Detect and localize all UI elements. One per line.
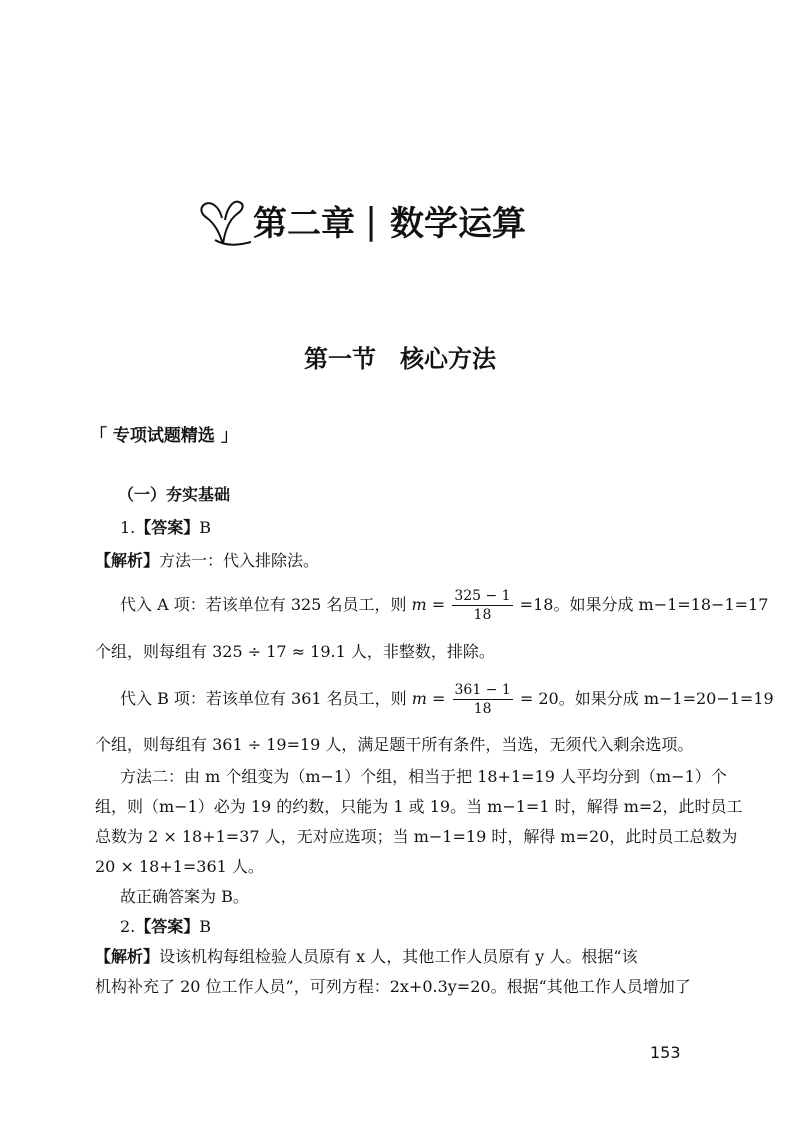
- q2-answer: B: [199, 917, 212, 936]
- q1-option-a-post: =18。如果分成 m−1=18−1=17: [519, 595, 769, 614]
- q1-analysis-line: [95, 550, 715, 572]
- q1-option-b-line2: 个组，则每组有 361 ÷ 19=19 人，满足题干所有条件，当选，无须代入剩余选项。: [95, 735, 694, 754]
- subsection-right-bracket: 」: [220, 426, 238, 446]
- chapter-heading: [195, 196, 615, 256]
- q2-number: 2.: [120, 917, 136, 936]
- q1-option-b-fraction: [453, 681, 513, 718]
- q2-line1: 设该机构每组检验人员原有 x 人，其他工作人员原有 y 人。根据“该: [159, 947, 638, 966]
- subsection-heading: [90, 424, 238, 448]
- q1-answer-line: [120, 517, 715, 539]
- q1-answer-tag: 【答案】: [135, 518, 200, 537]
- q1-method2-line3: 总数为 2 × 18+1=37 人，无对应选项；当 m−1=19 时，解得 m=20，此时员工总数为: [95, 827, 738, 846]
- q1-option-a-numerator: 325 − 1: [454, 588, 511, 604]
- chapter-name: 数学运算: [390, 204, 526, 244]
- q1-conclusion: 故正确答案为 B。: [120, 887, 249, 906]
- part-heading: （一）夯实基础: [118, 485, 231, 504]
- q2-analysis-line1: [95, 946, 715, 968]
- page-number: 153: [650, 1043, 681, 1062]
- sprout-icon: [195, 196, 251, 252]
- subsection-title: 专项试题精选: [112, 426, 215, 446]
- subsection-left-bracket: 「: [90, 426, 107, 446]
- q2-analysis-tag: 【解析】: [95, 947, 160, 966]
- q1-method2-line4: 20 × 18+1=361 人。: [95, 857, 264, 876]
- q2-answer-tag: 【答案】: [135, 917, 200, 936]
- q1-analysis-tag: 【解析】: [95, 551, 160, 570]
- q1-method1: 方法一：代入排除法。: [159, 551, 320, 570]
- q1-option-a-line: [120, 582, 769, 628]
- q1-number: 1.: [120, 518, 136, 537]
- q1-option-b-numerator: 361 − 1: [454, 682, 511, 698]
- q1-option-b-m: m =: [411, 689, 446, 708]
- q1-option-a-denominator: 18: [473, 607, 492, 623]
- q1-method2-line1: 方法二：由 m 个组变为（m−1）个组，相当于把 18+1=19 人平均分到（m−1）个: [120, 767, 727, 786]
- q1-option-a-line2: 个组，则每组有 325 ÷ 17 ≈ 19.1 人，非整数，排除。: [95, 642, 495, 661]
- section-title: 第一节 核心方法: [304, 345, 496, 373]
- chapter-separator: |: [365, 201, 378, 242]
- q1-method2-line2: 组，则（m−1）必为 19 的约数，只能为 1 或 19。当 m−1=1 时，解得 m=2，此时员工: [95, 797, 743, 816]
- q1-option-b-pre: 代入 B 项：若该单位有 361 名员工，则: [120, 689, 407, 708]
- q1-option-b-post: = 20。如果分成 m−1=20−1=19: [519, 689, 774, 708]
- q1-option-a-pre: 代入 A 项：若该单位有 325 名员工，则: [120, 595, 407, 614]
- q2-answer-line: [120, 916, 715, 938]
- q1-option-a-fraction: [452, 587, 512, 624]
- q1-option-a-m: m =: [411, 595, 446, 614]
- q2-analysis-line2: 机构补充了 20 位工作人员”，可列方程：2x+0.3y=20。根据“其他工作人员增加了: [95, 977, 691, 996]
- q1-answer: B: [199, 518, 212, 537]
- chapter-number: 第二章: [253, 204, 355, 244]
- q1-option-b-line: [120, 676, 774, 722]
- q1-option-b-denominator: 18: [473, 701, 492, 717]
